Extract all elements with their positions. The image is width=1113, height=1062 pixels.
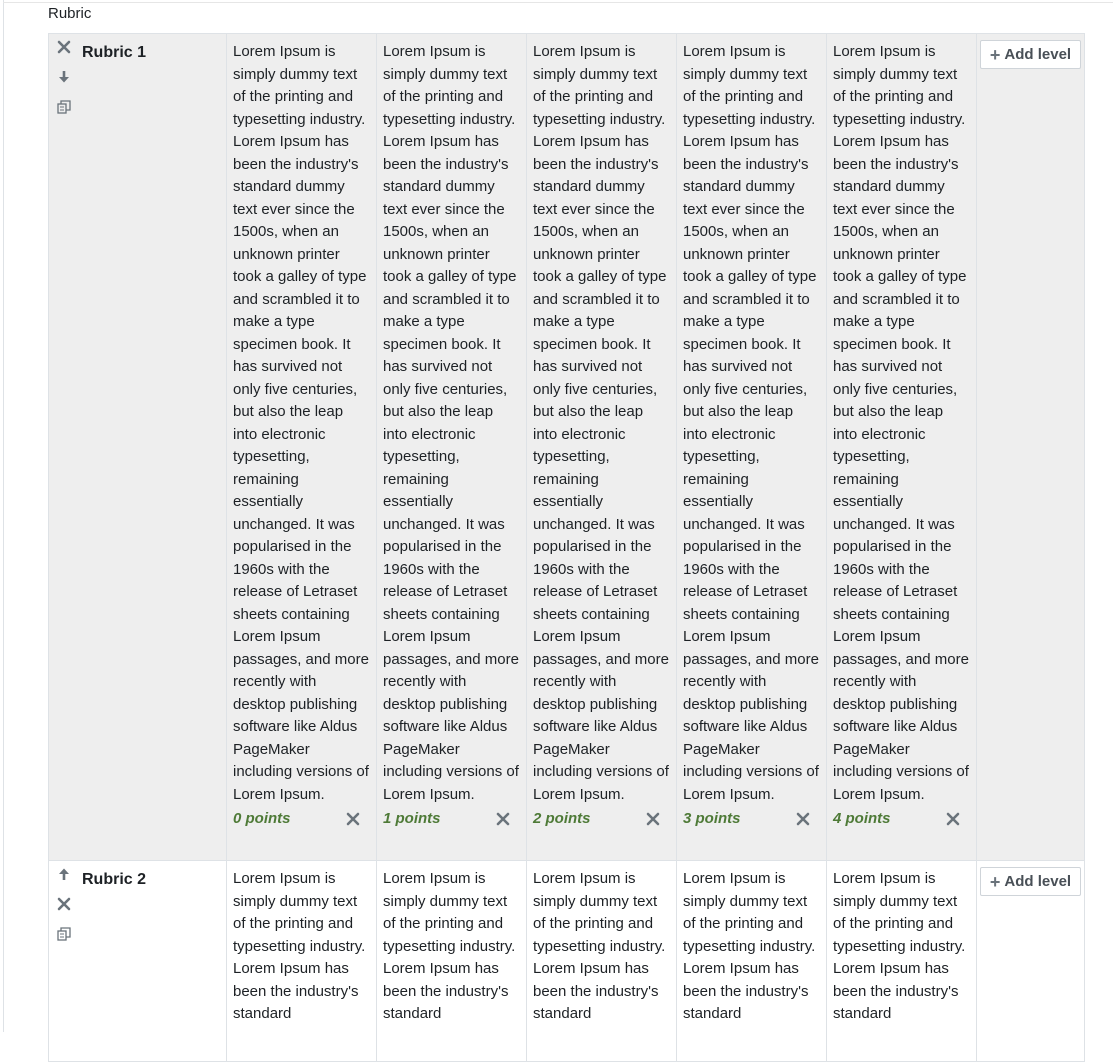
add-level-button[interactable] bbox=[980, 867, 1081, 896]
level-cell bbox=[377, 861, 527, 1062]
delete-criterion-button[interactable] bbox=[55, 897, 73, 925]
level-definition[interactable]: Lorem Ipsum is simply dummy text of the printing and typesetting industry. Lorem Ipsum has been the industry's standard bbox=[383, 870, 516, 1022]
add-level-cell bbox=[977, 34, 1085, 861]
add-level-label: Add level bbox=[1004, 46, 1072, 63]
delete-level-icon[interactable] bbox=[796, 812, 810, 826]
criterion-description-cell bbox=[49, 861, 227, 1062]
level-definition[interactable]: Lorem Ipsum is simply dummy text of the printing and typesetting industry. Lorem Ipsum has been the industry's standard dummy text ever since the 1500s, when an unknown printer took a galley of type and scrambled it to make a type specimen book. It has survived not only five centuries, but also the leap into electronic typesetting, remaining essentially unchanged. It was popularised in the 1960s with the release of Letraset sheets containing Lorem Ipsum passages, and more recently with desktop publishing software like Aldus PageMaker including versions of Lorem Ipsum. bbox=[233, 43, 369, 803]
criterion-actions bbox=[55, 865, 73, 955]
level-cell bbox=[527, 34, 677, 861]
add-level-cell bbox=[977, 861, 1085, 1062]
level-cell bbox=[677, 34, 827, 861]
level-cell bbox=[677, 861, 827, 1062]
level-points[interactable]: 0 points bbox=[233, 810, 291, 827]
level-cell bbox=[227, 861, 377, 1062]
level-definition[interactable]: Lorem Ipsum is simply dummy text of the printing and typesetting industry. Lorem Ipsum has been the industry's standard bbox=[533, 870, 666, 1022]
criterion-actions bbox=[55, 38, 73, 128]
level-footer bbox=[533, 806, 670, 834]
move-criterion-up-button[interactable] bbox=[55, 867, 73, 895]
section-title: Rubric bbox=[48, 5, 92, 22]
criterion-description-cell bbox=[49, 34, 227, 861]
level-footer bbox=[683, 806, 820, 834]
level-definition[interactable]: Lorem Ipsum is simply dummy text of the printing and typesetting industry. Lorem Ipsum has been the industry's standard bbox=[683, 870, 816, 1022]
plus-icon: + bbox=[989, 871, 1001, 892]
arrow-up-icon bbox=[57, 867, 71, 881]
level-definition[interactable]: Lorem Ipsum is simply dummy text of the printing and typesetting industry. Lorem Ipsum has been the industry's standard bbox=[833, 870, 966, 1022]
criterion-name[interactable]: Rubric 1 bbox=[82, 44, 147, 61]
level-definition[interactable]: Lorem Ipsum is simply dummy text of the printing and typesetting industry. Lorem Ipsum has been the industry's standard dummy text ever since the 1500s, when an unknown printer took a galley of type and scrambled it to make a type specimen book. It has survived not only five centuries, but also the leap into electronic typesetting, remaining essentially unchanged. It was popularised in the 1960s with the release of Letraset sheets containing Lorem Ipsum passages, and more recently with desktop publishing software like Aldus PageMaker including versions of Lorem Ipsum. bbox=[833, 43, 969, 803]
level-cell bbox=[227, 34, 377, 861]
level-footer bbox=[383, 806, 520, 834]
criterion-name[interactable]: Rubric 2 bbox=[82, 871, 147, 888]
copy-icon bbox=[57, 100, 71, 114]
rubric-criteria-table bbox=[48, 33, 1085, 1062]
level-cell bbox=[527, 861, 677, 1062]
level-cell bbox=[377, 34, 527, 861]
add-level-button[interactable] bbox=[980, 40, 1081, 69]
delete-level-icon[interactable] bbox=[346, 812, 360, 826]
page-frame-top-border bbox=[3, 2, 1113, 3]
level-definition[interactable]: Lorem Ipsum is simply dummy text of the printing and typesetting industry. Lorem Ipsum has been the industry's standard bbox=[233, 870, 366, 1022]
plus-icon: + bbox=[989, 44, 1001, 65]
duplicate-criterion-button[interactable] bbox=[55, 927, 73, 955]
move-criterion-down-button[interactable] bbox=[55, 70, 73, 98]
level-points[interactable]: 2 points bbox=[533, 810, 591, 827]
delete-level-icon[interactable] bbox=[946, 812, 960, 826]
criterion-row bbox=[49, 34, 1085, 861]
level-definition[interactable]: Lorem Ipsum is simply dummy text of the printing and typesetting industry. Lorem Ipsum has been the industry's standard dummy text ever since the 1500s, when an unknown printer took a galley of type and scrambled it to make a type specimen book. It has survived not only five centuries, but also the leap into electronic typesetting, remaining essentially unchanged. It was popularised in the 1960s with the release of Letraset sheets containing Lorem Ipsum passages, and more recently with desktop publishing software like Aldus PageMaker including versions of Lorem Ipsum. bbox=[533, 43, 669, 803]
level-cell bbox=[827, 34, 977, 861]
level-footer bbox=[833, 806, 970, 834]
level-cell bbox=[827, 861, 977, 1062]
criterion-row bbox=[49, 861, 1085, 1062]
close-icon bbox=[57, 40, 71, 54]
page-frame-left-border bbox=[3, 0, 4, 1032]
copy-icon bbox=[57, 927, 71, 941]
level-definition[interactable]: Lorem Ipsum is simply dummy text of the printing and typesetting industry. Lorem Ipsum has been the industry's standard dummy text ever since the 1500s, when an unknown printer took a galley of type and scrambled it to make a type specimen book. It has survived not only five centuries, but also the leap into electronic typesetting, remaining essentially unchanged. It was popularised in the 1960s with the release of Letraset sheets containing Lorem Ipsum passages, and more recently with desktop publishing software like Aldus PageMaker including versions of Lorem Ipsum. bbox=[383, 43, 519, 803]
delete-criterion-button[interactable] bbox=[55, 40, 73, 68]
level-definition[interactable]: Lorem Ipsum is simply dummy text of the printing and typesetting industry. Lorem Ipsum has been the industry's standard dummy text ever since the 1500s, when an unknown printer took a galley of type and scrambled it to make a type specimen book. It has survived not only five centuries, but also the leap into electronic typesetting, remaining essentially unchanged. It was popularised in the 1960s with the release of Letraset sheets containing Lorem Ipsum passages, and more recently with desktop publishing software like Aldus PageMaker including versions of Lorem Ipsum. bbox=[683, 43, 819, 803]
duplicate-criterion-button[interactable] bbox=[55, 100, 73, 128]
add-level-label: Add level bbox=[1004, 873, 1072, 890]
level-points[interactable]: 4 points bbox=[833, 810, 891, 827]
level-footer bbox=[233, 806, 370, 834]
level-points[interactable]: 1 points bbox=[383, 810, 441, 827]
delete-level-icon[interactable] bbox=[646, 812, 660, 826]
level-points[interactable]: 3 points bbox=[683, 810, 741, 827]
close-icon bbox=[57, 897, 71, 911]
delete-level-icon[interactable] bbox=[496, 812, 510, 826]
arrow-down-icon bbox=[57, 70, 71, 84]
